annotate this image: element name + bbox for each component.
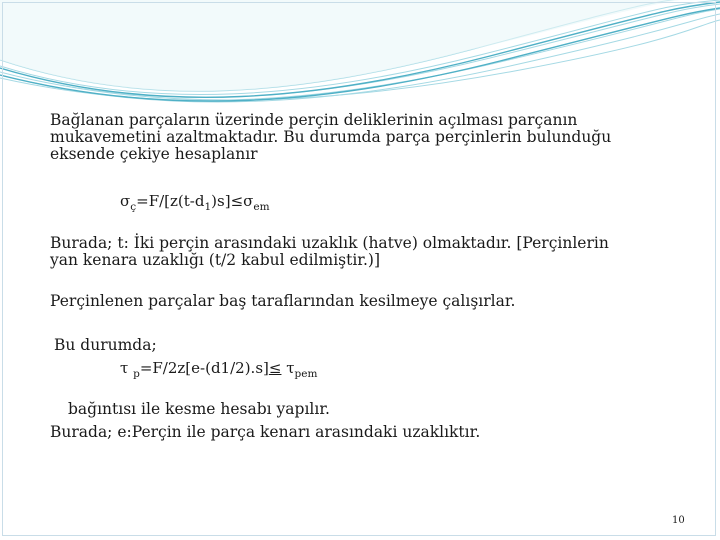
leq-symbol: ≤ — [230, 192, 244, 210]
pem-subscript: pem — [294, 368, 318, 380]
leq-symbol-2: ≤ — [268, 359, 282, 377]
sigma-symbol: σ — [120, 192, 131, 210]
page-number: 10 — [672, 515, 685, 526]
sigma-em-symbol: σ — [243, 192, 254, 210]
p-subscript: p — [133, 368, 140, 380]
paragraph1-line2: mukavemetini azaltmaktadır. Bu durumda parça perçinlerin bulunduğu — [50, 128, 612, 146]
paragraph1-line3: eksende çekiye hesaplanır — [50, 145, 258, 163]
formula-shear-stress — [120, 360, 317, 378]
paragraph4-intro: Bu durumda; — [54, 336, 157, 354]
tau-pem-symbol: τ — [286, 359, 295, 377]
d-subscript: 1 — [204, 201, 212, 213]
tau-symbol: τ — [120, 359, 129, 377]
em-subscript: em — [253, 201, 270, 213]
paragraph1-line1: Bağlanan parçaların üzerinde perçin deliklerinin açılması parçanın — [50, 111, 578, 129]
sigma-subscript: ç — [130, 201, 137, 213]
slide-frame — [2, 2, 716, 536]
paragraph5-line2: Burada; e:Perçin ile parça kenarı arasındaki uzaklıktır. — [50, 423, 481, 441]
formula-tensile-stress — [120, 193, 270, 211]
paragraph5-line1: bağıntısı ile kesme hesabı yapılır. — [68, 400, 330, 418]
paragraph2-line2: yan kenara uzaklığı (t/2 kabul edilmiştir.)] — [50, 251, 381, 269]
formula2-body: =F/2z[e-(d1/2).s] — [139, 359, 269, 377]
formula1-body1: =F/[z(t-d — [136, 192, 205, 210]
paragraph2-line1: Burada; t: İki perçin arasındaki uzaklık (hatve) olmaktadır. [Perçinlerin — [50, 234, 609, 252]
paragraph3: Perçinlenen parçalar baş taraflarından kesilmeye çalışırlar. — [50, 292, 516, 310]
formula1-body2: )s] — [211, 192, 231, 210]
